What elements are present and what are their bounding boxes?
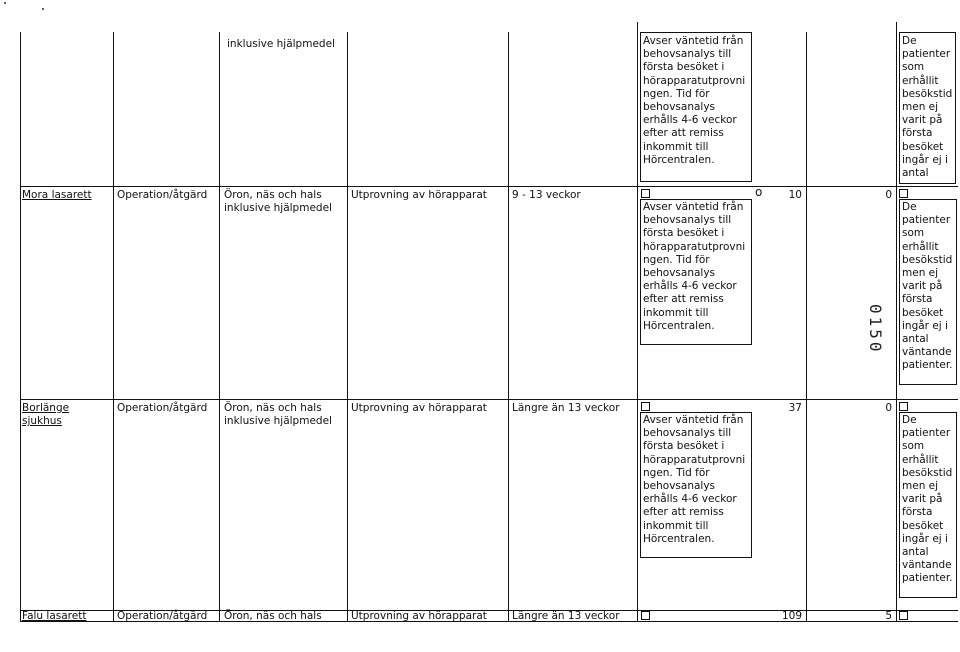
scan-speck — [4, 2, 6, 4]
scan-mark: o — [755, 185, 763, 199]
page-stamp: 0150 — [866, 304, 885, 355]
note-text: De patienter som erhållit besökstid men ej varit på första besöket ingår ej i antal — [902, 35, 953, 180]
grid-line — [347, 32, 348, 622]
comment-checkbox[interactable] — [641, 189, 650, 198]
note-checkbox[interactable] — [899, 189, 908, 198]
wait-cell: 9 - 13 veckor — [512, 189, 581, 201]
row-divider — [20, 186, 958, 187]
wait-cell: Längre än 13 veckor — [512, 402, 620, 414]
grid-line — [806, 32, 807, 622]
grid-line — [113, 32, 114, 622]
grid-line — [896, 22, 897, 622]
note-checkbox[interactable] — [899, 611, 908, 620]
grid-line — [219, 32, 220, 622]
grid-line — [637, 22, 638, 622]
count-cell: 37 — [788, 402, 802, 414]
note-text: De patienter som erhållit besökstid men ej varit på första besöket ingår ej i antal väntande patienter. — [902, 414, 953, 585]
procedure-cell: Utprovning av hörapparat — [351, 189, 487, 201]
comment-checkbox[interactable] — [641, 611, 650, 620]
diagnosis-cell: Öron, näs och hals inklusive hjälpmedel — [224, 189, 332, 215]
diagnosis-cell: Öron, näs och hals — [224, 610, 322, 622]
diagnosis-cell: Öron, näs och hals inklusive hjälpmedel — [224, 402, 332, 428]
category-cell: Operation/åtgärd — [117, 610, 208, 622]
grid-line — [20, 32, 21, 622]
note-text: De patienter som erhållit besökstid men ej varit på första besöket ingår ej i antal väntande patienter. — [902, 201, 953, 372]
count-cell: 109 — [781, 610, 802, 622]
comment-text: Avser väntetid från behovsanalys till första besöket i hörapparatutprovni ngen. Tid för behovsanalys erhålls 4-6 veckor efter att remiss inkommit till Hörcentralen. — [643, 201, 746, 332]
count2-cell: 0 — [885, 402, 892, 414]
wait-cell: Längre än 13 veckor — [512, 610, 620, 622]
hospital-name: Falu lasarett — [22, 610, 87, 622]
diagnosis-continuation: inklusive hjälpmedel — [227, 38, 335, 50]
count-cell: 10 — [788, 189, 802, 201]
category-cell: Operation/åtgärd — [117, 402, 208, 414]
grid-line — [508, 32, 509, 622]
note-checkbox[interactable] — [899, 402, 908, 411]
category-cell: Operation/åtgärd — [117, 189, 208, 201]
comment-text: Avser väntetid från behovsanalys till första besöket i hörapparatutprovni ngen. Tid för behovsanalys erhålls 4-6 veckor efter att remiss inkommit till Hörcentralen. — [643, 414, 746, 545]
count2-cell: 5 — [885, 610, 892, 622]
comment-text: Avser väntetid från behovsanalys till första besöket i hörapparatutprovni ngen. Tid för behovsanalys erhålls 4-6 veckor efter att remiss inkommit till Hörcentralen. — [643, 35, 746, 166]
scan-speck — [42, 8, 44, 10]
comment-checkbox[interactable] — [641, 402, 650, 411]
procedure-cell: Utprovning av hörapparat — [351, 610, 487, 622]
count2-cell: 0 — [885, 189, 892, 201]
procedure-cell: Utprovning av hörapparat — [351, 402, 487, 414]
row-divider — [20, 399, 958, 400]
hospital-name: Mora lasarett — [22, 189, 92, 201]
hospital-name: Borlänge sjukhus — [22, 402, 70, 428]
